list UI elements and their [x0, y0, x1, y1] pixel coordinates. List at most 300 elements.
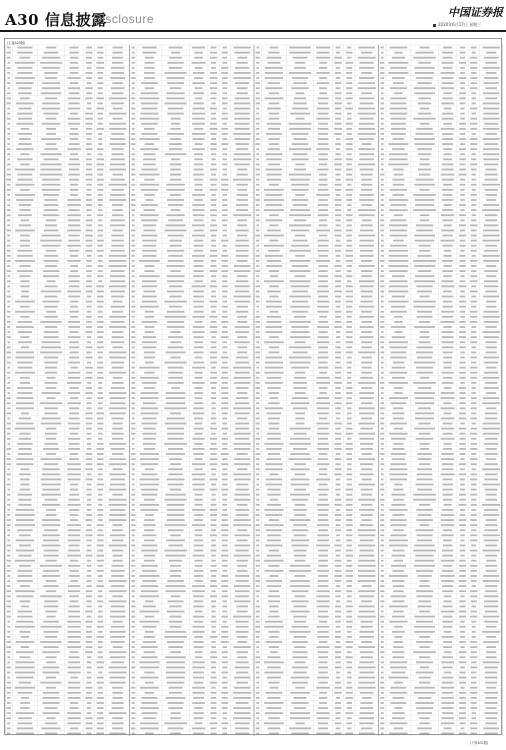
table-cell-text	[132, 260, 135, 262]
table-cell-text	[221, 270, 228, 272]
table-cell-text	[132, 62, 135, 64]
table-cell-text	[166, 661, 185, 663]
table-cell-text	[236, 255, 249, 257]
table-cell-text	[381, 97, 384, 99]
table-cell-text	[269, 184, 279, 186]
table-cell-text	[390, 357, 406, 359]
table-cell-text	[336, 306, 341, 308]
table-cell-text	[98, 499, 103, 501]
table-cell-text	[195, 397, 203, 399]
table-cell-text	[192, 509, 205, 511]
table-cell-text	[269, 636, 278, 638]
table-cell-text	[97, 169, 104, 171]
table-cell-text	[132, 473, 135, 475]
table-cell-text	[347, 118, 351, 120]
table-cell-text	[256, 108, 259, 110]
table-cell-text	[318, 575, 328, 577]
table-cell-text	[96, 67, 104, 69]
table-cell-text	[86, 143, 92, 145]
table-cell-text	[131, 585, 135, 587]
table-cell-text	[97, 82, 103, 84]
table-cell-text	[361, 346, 371, 348]
table-cell-text	[334, 397, 341, 399]
table-cell-text	[236, 580, 249, 582]
table-cell-text	[237, 560, 248, 562]
table-cell-text	[7, 514, 10, 516]
table-cell-text	[234, 494, 250, 496]
table-cell-text	[211, 707, 217, 709]
table-cell-text	[471, 230, 477, 232]
table-cell-text	[291, 87, 309, 89]
table-cell-text	[7, 219, 10, 221]
table-cell-text	[358, 148, 374, 150]
table-cell-text	[316, 545, 330, 547]
table-cell-text	[317, 82, 329, 84]
table-cell-text	[139, 621, 159, 623]
table-cell-text	[193, 82, 205, 84]
table-cell-text	[235, 291, 249, 293]
table-cell-text	[472, 103, 476, 105]
table-cell-text	[192, 194, 205, 196]
table-cell-text	[16, 595, 33, 597]
table-cell-text	[335, 529, 341, 531]
table-cell-text	[459, 504, 467, 506]
table-cell-text	[420, 580, 430, 582]
table-cell-text	[336, 539, 341, 541]
table-cell-text	[484, 666, 498, 668]
table-cell-text	[44, 113, 59, 115]
table-cell-text	[442, 585, 453, 587]
table-cell-text	[15, 357, 34, 359]
table-cell-text	[144, 209, 156, 211]
table-cell-text	[87, 341, 91, 343]
table-cell-text	[142, 702, 158, 704]
table-cell-text	[459, 626, 465, 628]
table-cell-text	[381, 565, 384, 567]
table-cell-text	[210, 458, 217, 460]
table-cell-text	[68, 336, 81, 338]
table-cell-text	[358, 570, 375, 572]
table-cell-text	[7, 463, 11, 465]
table-cell-text	[211, 666, 216, 668]
table-cell-text	[18, 214, 32, 216]
table-cell-text	[86, 265, 91, 267]
table-cell-text	[222, 296, 227, 298]
table-cell-text	[292, 143, 309, 145]
table-cell-text	[269, 392, 279, 394]
table-cell-text	[459, 336, 466, 338]
table-cell-text	[293, 651, 308, 653]
table-cell-text	[389, 270, 407, 272]
table-cell-text	[211, 92, 217, 94]
table-cell-text	[335, 489, 340, 491]
table-cell-text	[293, 138, 306, 140]
table-cell-text	[222, 423, 227, 425]
table-cell-text	[193, 291, 204, 293]
table-cell-text	[470, 666, 477, 668]
table-cell-text	[68, 585, 80, 587]
table-cell-text	[86, 519, 93, 521]
table-cell-text	[264, 280, 284, 282]
table-cell-text	[441, 438, 455, 440]
table-cell-text	[97, 727, 104, 729]
table-cell-text	[483, 230, 499, 232]
table-cell-text	[170, 194, 181, 196]
table-cell-text	[393, 184, 404, 186]
table-cell-text	[68, 275, 79, 277]
table-cell-text	[222, 118, 228, 120]
table-cell-text	[170, 245, 182, 247]
table-cell-text	[87, 499, 91, 501]
table-cell-text	[470, 77, 477, 79]
table-cell-text	[145, 326, 155, 328]
table-cell-text	[414, 280, 435, 282]
table-cell-text	[168, 260, 184, 262]
table-cell-text	[68, 448, 80, 450]
table-cell-text	[334, 367, 341, 369]
table-cell-text	[335, 682, 341, 684]
table-cell-text	[132, 407, 135, 409]
table-cell-text	[381, 733, 384, 735]
table-cell-text	[131, 387, 135, 389]
table-cell-text	[484, 621, 498, 623]
table-cell-text	[290, 611, 310, 613]
table-cell-text	[336, 494, 340, 496]
table-cell-text	[346, 97, 353, 99]
table-cell-text	[21, 291, 29, 293]
table-cell-text	[268, 128, 280, 130]
table-cell-text	[347, 316, 352, 318]
table-cell-text	[131, 616, 135, 618]
table-cell-text	[139, 138, 159, 140]
table-cell-text	[7, 57, 11, 59]
table-cell-text	[223, 174, 227, 176]
table-cell-text	[236, 672, 248, 674]
table-cell-text	[44, 331, 59, 333]
table-cell-text	[444, 727, 452, 729]
table-cell-text	[316, 230, 330, 232]
table-cell-text	[381, 306, 384, 308]
table-cell-text	[237, 529, 247, 531]
table-cell-text	[336, 240, 341, 242]
table-cell-text	[210, 382, 217, 384]
table-cell-text	[346, 580, 352, 582]
table-cell-text	[98, 209, 102, 211]
table-cell-text	[85, 291, 92, 293]
table-cell-text	[266, 204, 283, 206]
table-cell-text	[318, 123, 328, 125]
table-cell-text	[221, 489, 228, 491]
table-cell-text	[21, 697, 29, 699]
table-cell-text	[17, 727, 33, 729]
table-cell-text	[131, 250, 135, 252]
table-cell-text	[336, 585, 340, 587]
table-cell-text	[170, 565, 181, 567]
table-cell-text	[20, 285, 29, 287]
table-cell-text	[7, 555, 11, 557]
table-cell-text	[264, 372, 283, 374]
table-cell-text	[442, 468, 454, 470]
table-cell-text	[256, 163, 260, 165]
table-cell-text	[345, 108, 353, 110]
table-cell-text	[289, 631, 310, 633]
table-cell-text	[210, 189, 218, 191]
table-cell-text	[394, 484, 402, 486]
table-cell-text	[221, 128, 228, 130]
table-cell-text	[17, 179, 32, 181]
table-cell-text	[459, 641, 466, 643]
table-cell-text	[112, 367, 124, 369]
table-cell-text	[441, 575, 455, 577]
table-cell-text	[165, 631, 186, 633]
table-cell-text	[193, 448, 205, 450]
table-cell-text	[318, 616, 329, 618]
table-cell-text	[268, 600, 280, 602]
table-cell-text	[442, 555, 453, 557]
table-cell-text	[87, 616, 92, 618]
table-cell-text	[413, 57, 435, 59]
table-cell-text	[361, 504, 372, 506]
table-cell-text	[295, 504, 306, 506]
table-cell-text	[256, 555, 260, 557]
table-cell-text	[85, 123, 92, 125]
table-cell-text	[140, 484, 160, 486]
table-cell-text	[7, 163, 10, 165]
table-cell-text	[110, 291, 125, 293]
table-cell-text	[211, 311, 216, 313]
table-cell-text	[170, 712, 180, 714]
table-cell-text	[97, 52, 104, 54]
table-cell-text	[43, 646, 58, 648]
table-cell-text	[294, 550, 307, 552]
table-cell-text	[419, 163, 429, 165]
table-cell-text	[459, 697, 466, 699]
table-cell-text	[346, 570, 353, 572]
table-cell-text	[485, 179, 498, 181]
table-cell-text	[361, 174, 373, 176]
table-cell-text	[360, 62, 374, 64]
table-cell-text	[234, 52, 250, 54]
table-cell-text	[21, 128, 29, 130]
table-cell-text	[109, 123, 126, 125]
table-cell-text	[132, 189, 135, 191]
table-cell-text	[18, 717, 32, 719]
table-cell-text	[165, 590, 185, 592]
table-cell-text	[234, 545, 250, 547]
table-cell-text	[164, 443, 187, 445]
table-cell-text	[336, 727, 341, 729]
table-cell-text	[316, 423, 329, 425]
table-cell-text	[265, 77, 283, 79]
table-cell-text	[318, 265, 328, 267]
table-cell-text	[293, 103, 307, 105]
table-cell-text	[97, 514, 103, 516]
table-cell-text	[167, 82, 184, 84]
table-cell-text	[112, 82, 123, 84]
table-cell-text	[336, 52, 340, 54]
table-cell-text	[380, 438, 384, 440]
table-cell-text	[68, 97, 81, 99]
table-cell-text	[256, 423, 260, 425]
table-cell-text	[222, 346, 227, 348]
table-cell-text	[211, 702, 217, 704]
table-cell-text	[360, 428, 373, 430]
table-cell-text	[317, 463, 329, 465]
table-cell-text	[381, 494, 384, 496]
table-cell-text	[256, 357, 260, 359]
table-cell-text	[471, 214, 476, 216]
table-cell-text	[443, 57, 453, 59]
table-cell-text	[97, 341, 103, 343]
table-cell-text	[380, 230, 384, 232]
table-cell-text	[295, 163, 305, 165]
table-cell-text	[470, 448, 477, 450]
table-cell-text	[44, 550, 59, 552]
table-cell-text	[413, 209, 436, 211]
table-cell-text	[459, 362, 465, 364]
table-cell-text	[442, 509, 453, 511]
table-cell-text	[109, 600, 127, 602]
table-cell-text	[391, 438, 406, 440]
table-cell-text	[391, 687, 407, 689]
table-cell-text	[7, 453, 10, 455]
table-cell-text	[389, 108, 407, 110]
table-cell-text	[17, 67, 32, 69]
table-cell-text	[347, 133, 352, 135]
table-cell-text	[459, 463, 466, 465]
table-cell-text	[381, 666, 384, 668]
table-cell-text	[19, 433, 30, 435]
table-cell-text	[269, 611, 278, 613]
table-cell-text	[112, 418, 124, 420]
table-cell-text	[471, 184, 477, 186]
table-cell-text	[389, 341, 408, 343]
table-cell-text	[472, 468, 476, 470]
table-cell-text	[318, 346, 328, 348]
table-cell-text	[361, 311, 372, 313]
table-cell-text	[345, 255, 353, 257]
table-cell-text	[290, 580, 310, 582]
table-cell-text	[418, 169, 431, 171]
table-cell-text	[211, 484, 216, 486]
table-cell-text	[98, 392, 103, 394]
table-cell-text	[141, 697, 157, 699]
table-cell-text	[170, 626, 181, 628]
table-cell-text	[459, 214, 466, 216]
table-cell-text	[97, 722, 103, 724]
table-cell-text	[390, 189, 407, 191]
table-cell-text	[459, 443, 466, 445]
table-cell-text	[335, 377, 342, 379]
table-cell-text	[485, 722, 497, 724]
table-cell-text	[234, 108, 250, 110]
table-cell-text	[43, 666, 59, 668]
table-cell-text	[67, 717, 80, 719]
table-cell-text	[381, 47, 384, 49]
table-cell-text	[97, 362, 103, 364]
table-cell-text	[211, 412, 215, 414]
table-cell-text	[346, 494, 352, 496]
table-cell-text	[164, 362, 186, 364]
table-cell-text	[460, 108, 464, 110]
table-cell-text	[293, 672, 306, 674]
table-cell-text	[318, 296, 328, 298]
table-cell-text	[289, 214, 311, 216]
table-cell-text	[7, 72, 10, 74]
table-cell-text	[143, 641, 156, 643]
table-cell-text	[194, 600, 204, 602]
table-cell-text	[145, 199, 153, 201]
table-cell-text	[381, 209, 384, 211]
table-cell-text	[380, 291, 384, 293]
table-cell-text	[170, 87, 181, 89]
table-cell-text	[381, 443, 384, 445]
table-cell-text	[85, 392, 93, 394]
table-cell-text	[20, 235, 30, 237]
table-cell-text	[223, 600, 227, 602]
table-cell-text	[380, 489, 384, 491]
table-cell-text	[211, 550, 217, 552]
table-cell-text	[335, 560, 342, 562]
table-cell-text	[267, 179, 281, 181]
table-cell-text	[391, 128, 406, 130]
table-cell-text	[268, 595, 280, 597]
table-cell-text	[268, 423, 279, 425]
table-cell-text	[211, 158, 215, 160]
table-cell-text	[132, 418, 135, 420]
table-cell-text	[359, 153, 374, 155]
table-cell-text	[459, 585, 467, 587]
table-cell-text	[143, 158, 156, 160]
table-cell-text	[336, 534, 340, 536]
table-cell-text	[267, 489, 280, 491]
table-cell-text	[381, 555, 383, 557]
table-cell-text	[484, 336, 499, 338]
table-cell-text	[346, 387, 352, 389]
table-cell-text	[111, 575, 124, 577]
table-cell-text	[292, 311, 308, 313]
table-cell-text	[234, 585, 250, 587]
table-cell-text	[360, 240, 374, 242]
table-cell-text	[144, 351, 155, 353]
table-cell-text	[20, 702, 30, 704]
table-cell-text	[256, 727, 260, 729]
table-cell-text	[381, 179, 384, 181]
table-cell-text	[237, 169, 247, 171]
table-cell-text	[70, 47, 79, 49]
table-cell-text	[359, 97, 374, 99]
table-cell-text	[132, 672, 134, 674]
table-cell-text	[210, 524, 216, 526]
table-cell-text	[17, 250, 32, 252]
table-cell-text	[70, 138, 78, 140]
table-cell-text	[46, 590, 57, 592]
table-cell-text	[460, 194, 465, 196]
table-cell-text	[132, 539, 135, 541]
table-cell-text	[256, 666, 259, 668]
table-cell-text	[109, 169, 126, 171]
table-cell-text	[234, 118, 250, 120]
table-cell-text	[394, 92, 402, 94]
table-cell-text	[222, 82, 228, 84]
table-cell-text	[471, 560, 477, 562]
table-cell-text	[169, 560, 182, 562]
table-cell-text	[86, 62, 92, 64]
table-cell-text	[335, 565, 342, 567]
table-cell-text	[194, 519, 203, 521]
table-cell-text	[390, 463, 406, 465]
table-cell-text	[270, 47, 279, 49]
